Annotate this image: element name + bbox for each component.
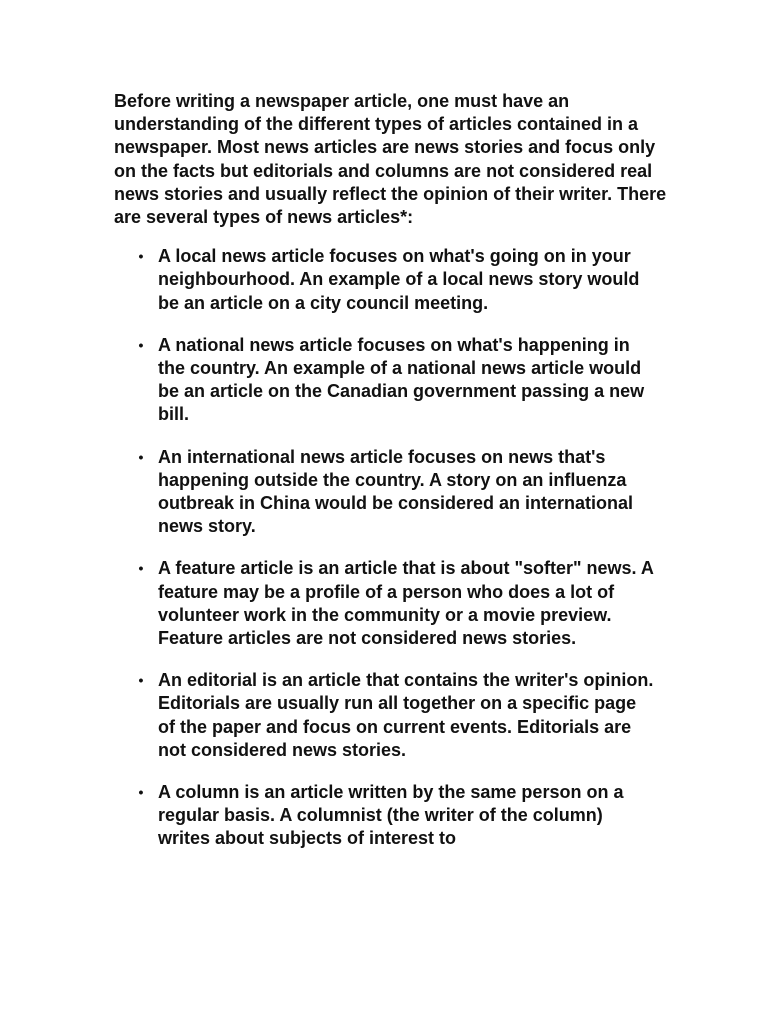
list-item xyxy=(114,557,674,650)
list-item-text: An international news article focuses on news that's happening outside the country. A story on an influenza outbreak in China would be considered an international news story. xyxy=(158,446,634,537)
list-item xyxy=(114,245,674,315)
bullet-icon: • xyxy=(138,784,144,801)
list-item-text: A feature article is an article that is about "softer" news. A feature may be a profile of a person who does a lot of volunteer work in the community or a movie preview. Feature articles are not considered news stories. xyxy=(158,558,654,649)
list-item-text: An editorial is an article that contains the writer's opinion. Editorials are usually run all together on a specific page of the paper and focus on current events. Editorials are not considered news stories. xyxy=(158,670,654,760)
bullet-icon: • xyxy=(138,336,144,353)
bullet-icon: • xyxy=(138,248,144,265)
list-item-text: A column is an article written by the same person on a regular basis. A columnist (the writer of the column) writes about subjects of interest to xyxy=(158,782,624,849)
list-item xyxy=(114,334,674,427)
list-item xyxy=(114,781,674,851)
article-types-list xyxy=(114,245,674,850)
bullet-icon: • xyxy=(138,560,144,577)
intro-paragraph: Before writing a newspaper article, one must have an understanding of the different types of articles contained in a newspaper. Most news articles are news stories and focus only on the facts but editorials and columns are not considered real news stories and usually reflect the opinion of their writer. There are several types of news articles*: xyxy=(114,91,667,228)
article-body xyxy=(114,90,674,851)
list-item-text: A national news article focuses on what's happening in the country. An example of a national news article would be an article on the Canadian government passing a new bill. xyxy=(158,334,645,425)
list-item-text: A local news article focuses on what's going on in your neighbourhood. An example of a local news story would be an article on a city council meeting. xyxy=(158,246,640,313)
list-item xyxy=(114,669,674,762)
list-item xyxy=(114,446,674,539)
bullet-icon: • xyxy=(138,448,144,465)
bullet-icon: • xyxy=(138,672,144,689)
